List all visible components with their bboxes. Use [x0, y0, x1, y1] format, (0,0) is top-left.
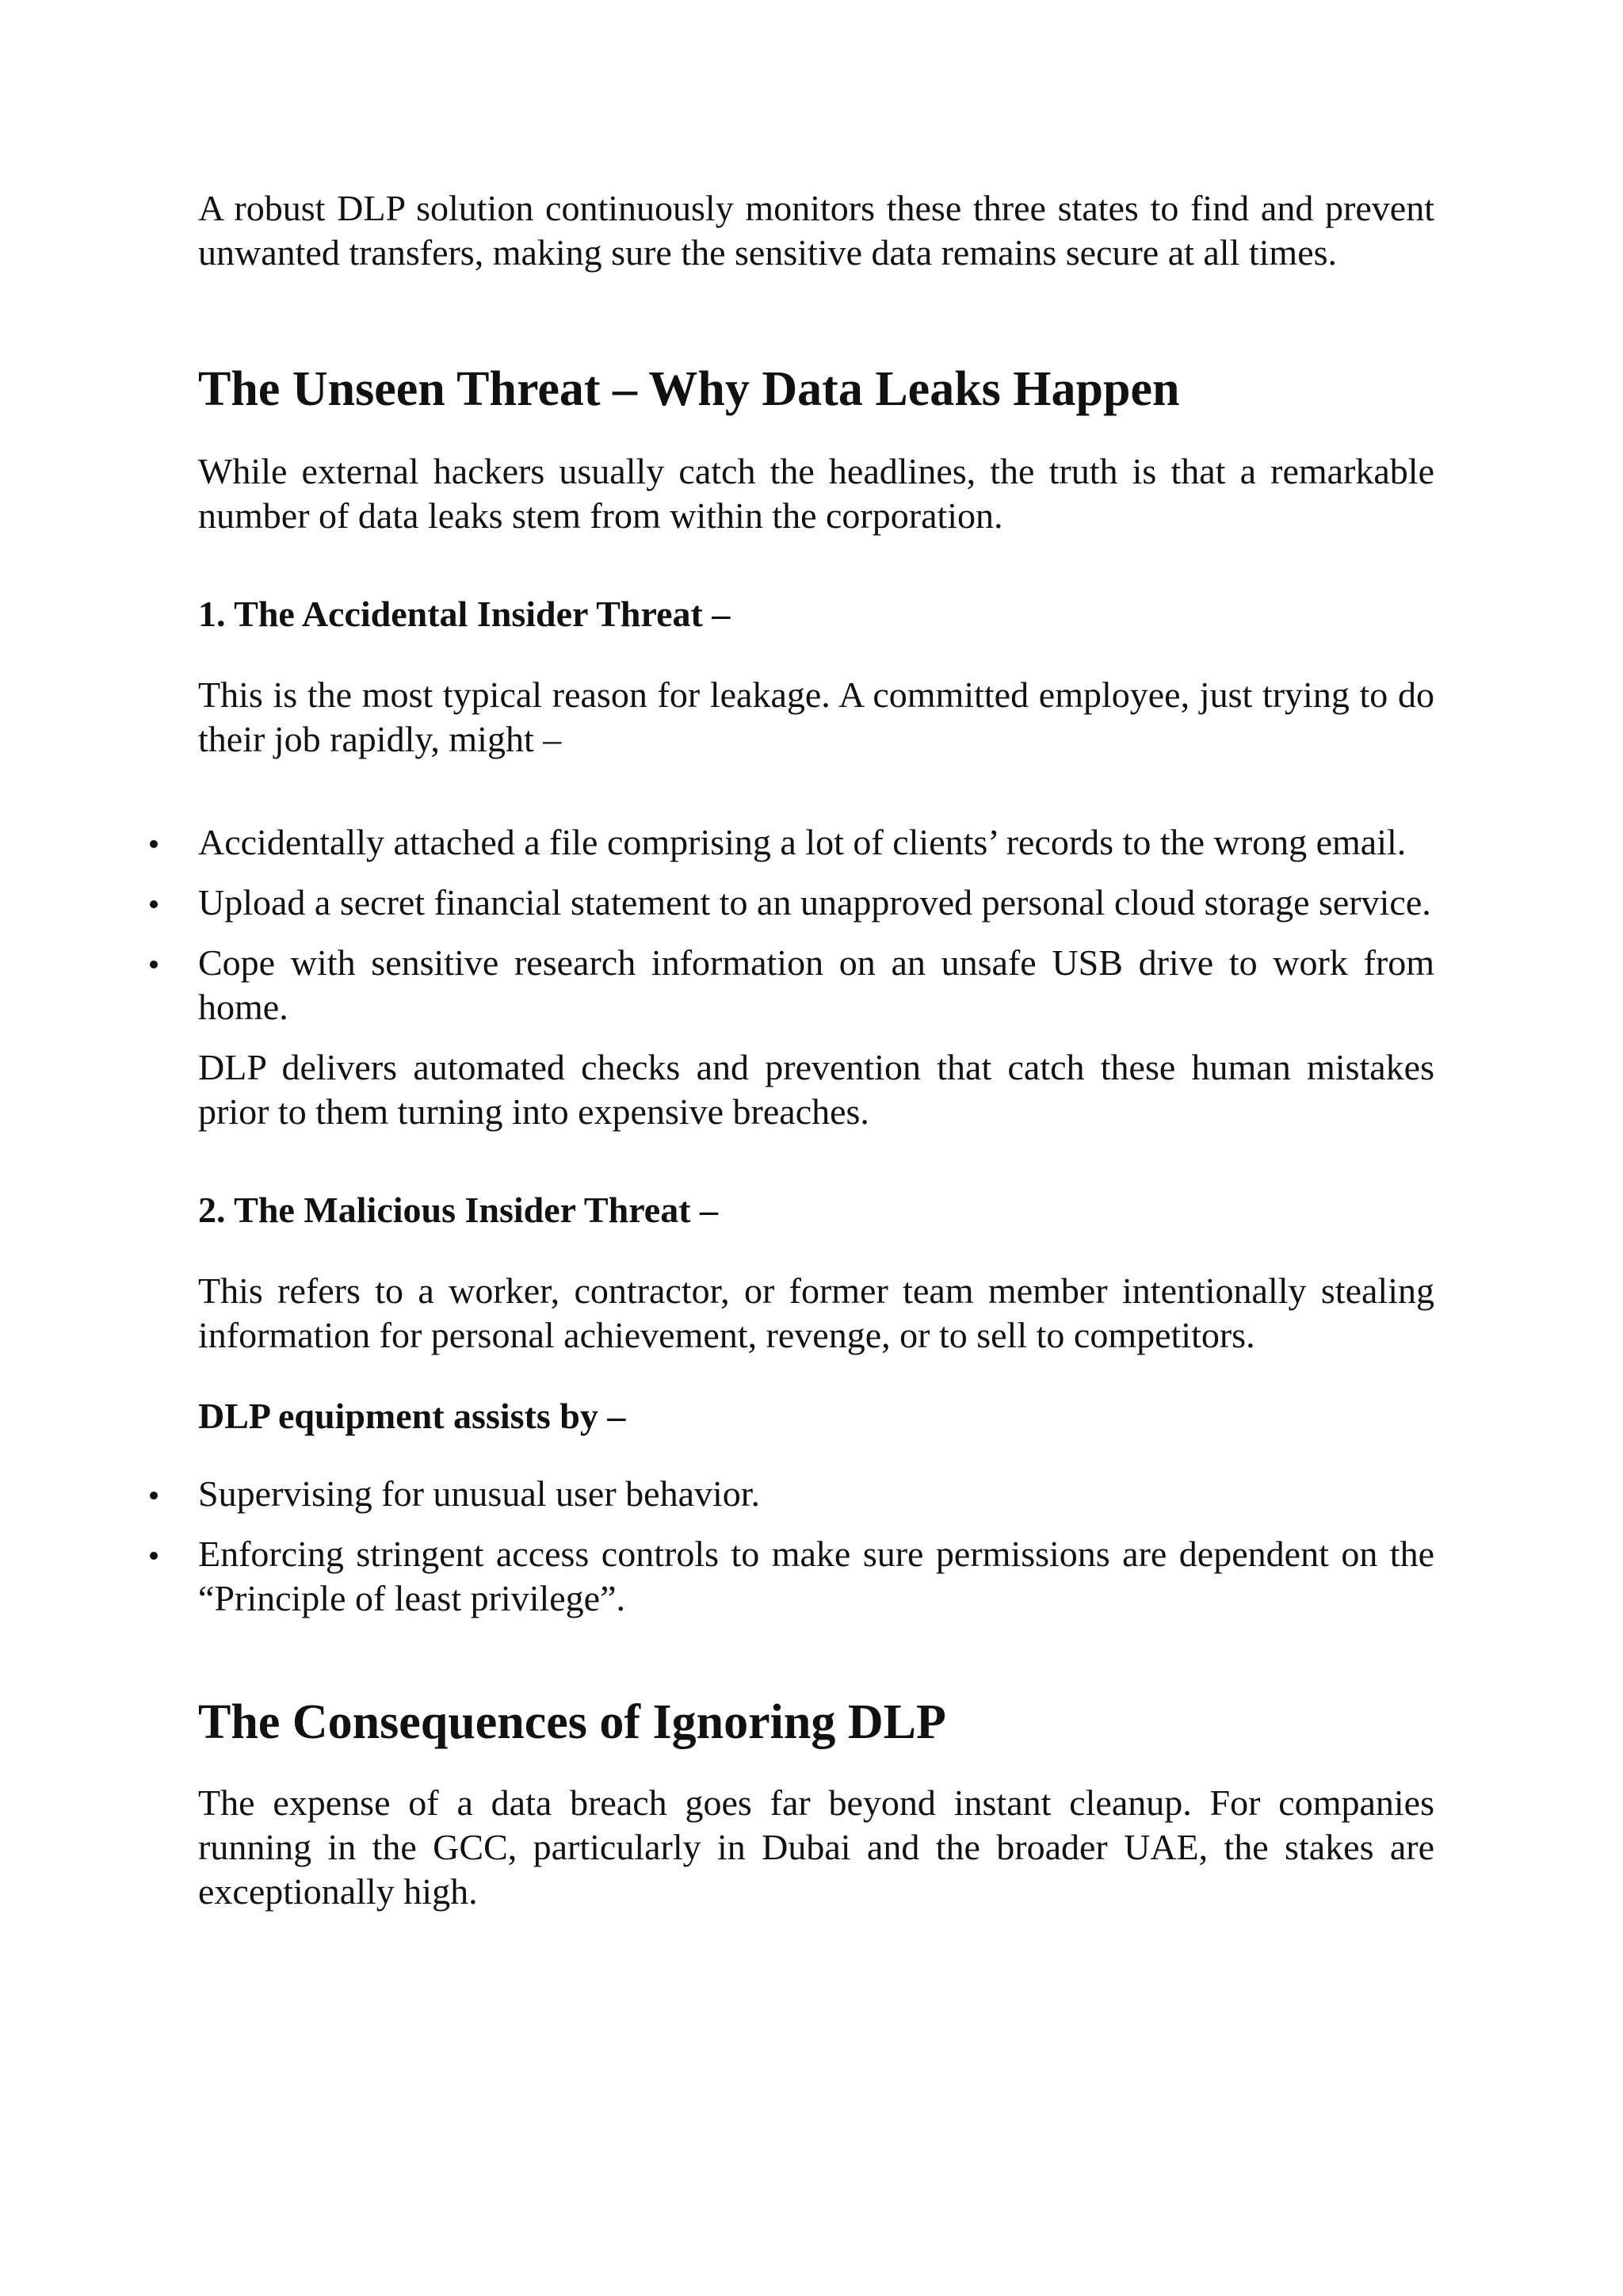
document-body — [198, 186, 1434, 1914]
list-item-text: Upload a secret financial statement to an unapproved personal cloud storage service. — [198, 882, 1431, 923]
bullet-icon — [150, 900, 158, 908]
list-item — [198, 820, 1434, 865]
section-heading-unseen-threat: The Unseen Threat – Why Data Leaks Happen — [198, 362, 1180, 416]
list-item-text: Enforcing stringent access controls to make sure permissions are dependent on the “Principle of least privilege”. — [198, 1534, 1434, 1618]
malicious-insider-paragraph: This refers to a worker, contractor, or former team member intentionally stealing information for personal achievement, revenge, or to sell to competitors. — [198, 1270, 1434, 1355]
bullet-icon — [150, 1492, 158, 1499]
accidental-insider-bullet-list — [198, 820, 1434, 1030]
list-item — [198, 941, 1434, 1030]
list-item — [198, 1532, 1434, 1621]
list-item-text: Cope with sensitive research information on an unsafe USB drive to work from home. — [198, 942, 1434, 1027]
list-item — [198, 1472, 1434, 1516]
subheading-malicious-insider: 2. The Malicious Insider Threat – — [198, 1190, 719, 1230]
list-item — [198, 881, 1434, 925]
accidental-insider-paragraph: This is the most typical reason for leakage. A committed employee, just trying to do their job rapidly, might – — [198, 674, 1434, 759]
dlp-delivers-paragraph: DLP delivers automated checks and prevention that catch these human mistakes prior to them turning into expensive breaches. — [198, 1047, 1434, 1132]
consequences-paragraph: The expense of a data breach goes far beyond instant cleanup. For companies running in the GCC, particularly in Dubai and the broader UAE, the stakes are exceptionally high. — [198, 1782, 1434, 1912]
unseen-threat-paragraph: While external hackers usually catch the headlines, the truth is that a remarkable number of data leaks stem from within the corporation. — [198, 451, 1434, 536]
subheading-accidental-insider: 1. The Accidental Insider Threat – — [198, 594, 731, 634]
subheading-dlp-assists: DLP equipment assists by – — [198, 1396, 626, 1436]
intro-paragraph: A robust DLP solution continuously monitors these three states to find and prevent unwanted transfers, making sure the sensitive data remains secure at all times. — [198, 188, 1434, 273]
dlp-assists-bullet-list — [198, 1472, 1434, 1621]
bullet-icon — [150, 1552, 158, 1560]
bullet-icon — [150, 961, 158, 968]
list-item-text: Accidentally attached a file comprising a lot of clients’ records to the wrong email. — [198, 822, 1407, 862]
bullet-icon — [150, 840, 158, 848]
section-heading-consequences: The Consequences of Ignoring DLP — [198, 1695, 946, 1749]
list-item-text: Supervising for unusual user behavior. — [198, 1473, 761, 1514]
